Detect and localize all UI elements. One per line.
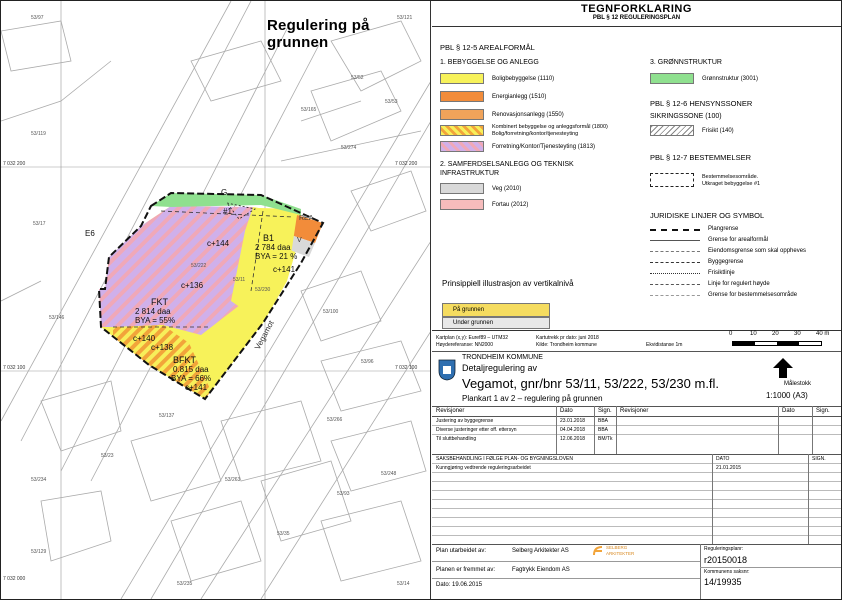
scale-tick: 40 m <box>816 331 830 337</box>
scale-tick: 10 <box>750 331 757 337</box>
zone-b1-height: c+144 <box>207 239 230 248</box>
kartutrekk: Kartutrekk pr dato: juni 2018 <box>536 335 599 341</box>
zone-bfkt-bya: BYA = 66% <box>171 374 212 383</box>
section-juridiske-linjer: JURIDISKE LINJER OG SYMBOL <box>650 211 765 220</box>
revision-sign: BBA <box>598 427 609 433</box>
zone-bfkt-label: BFKT <box>173 355 197 365</box>
map-title: Regulering på grunnen <box>267 17 370 51</box>
saksnr-label: Kommunens saksnr: <box>704 569 750 575</box>
vertical-level-title: Prinsippiell illustrasjon av vertikalnivå <box>442 279 574 288</box>
swatch-frisikt <box>650 125 694 136</box>
kilde: Kilde: Trondheim kommune <box>536 342 597 348</box>
sak-date: 21.01.2015 <box>716 465 742 471</box>
vertical-level-top <box>442 303 550 317</box>
sak-header: DATO <box>716 456 730 462</box>
fremmet-label: Planen er fremmet av: <box>436 567 496 573</box>
revision-sign: BBA <box>598 418 609 424</box>
swatch-bestemmelsesomrade <box>650 173 694 187</box>
swatch-fortau <box>440 199 484 210</box>
saksnr-value: 14/19935 <box>704 577 742 587</box>
legend-line-label: Grense for bestemmelsesområde <box>708 292 798 298</box>
zone-b1-bya: BYA = 21 % <box>255 252 298 261</box>
revision-sign: BM/Tk <box>598 436 613 442</box>
scale-bar <box>732 341 822 346</box>
parcel-label: 53/129 <box>31 549 47 555</box>
sikringssone-label: SIKRINGSSONE (100) <box>650 113 722 120</box>
rev-header: Dato <box>560 408 573 414</box>
frisikt-label: #1 <box>223 207 232 216</box>
parcel-label: 53/35 <box>277 531 290 537</box>
coord-label: 7 032 200 <box>395 161 418 167</box>
legend-panel <box>432 1 841 331</box>
coord-label: 7 032 200 <box>3 161 26 167</box>
line-eiendom-sample <box>650 251 700 252</box>
legend-item-label: Renovasjonsanlegg (1550) <box>492 112 564 118</box>
line-bestemmelse-sample <box>650 295 700 296</box>
zone-bfkt-height: c+138 <box>151 343 174 352</box>
scale-tick: 20 <box>772 331 779 337</box>
zone-rea-label: REA <box>299 215 314 222</box>
parcel-label: 53/17 <box>33 221 46 227</box>
rev-header: Revisjoner <box>620 408 649 414</box>
revision-text: Til sluttbehandling <box>436 436 477 442</box>
legend-subtitle: PBL § 12 REGULERINGSPLAN <box>592 15 681 21</box>
swatch-renovasjon <box>440 109 484 120</box>
legend-item-label: Fortau (2012) <box>492 202 529 208</box>
title-block <box>432 331 841 599</box>
line-hoyde-sample <box>650 284 700 285</box>
rev-header: Dato <box>782 408 795 414</box>
swatch-veg <box>440 183 484 194</box>
revision-date: 12.06.2018 <box>560 436 586 442</box>
utarbeidet-label: Plan utarbeidet av: <box>436 548 487 554</box>
line-frisikt-sample <box>650 273 700 274</box>
legend-item-label: Bestemmelsesområde. <box>702 174 759 180</box>
zone-fkt-height: c+136 <box>181 281 204 290</box>
swatch-kombinert <box>440 125 484 136</box>
parcel-label: 53/23 <box>101 453 114 459</box>
zone-v-label: V <box>297 237 302 244</box>
parcel-label: 53/97 <box>31 15 44 21</box>
legend-item-label: Bolig/forretning/kontor/tjenesteyting <box>492 131 579 137</box>
section-hensynssoner: PBL § 12-6 HENSYNSSONER <box>650 99 753 108</box>
parcel-label: 53/248 <box>381 471 397 477</box>
north-arrow-icon <box>772 358 794 378</box>
parcel-label: 53/96 <box>361 359 374 365</box>
plankart-label: Plankart 1 av 2 – regulering på grunnen <box>462 394 603 403</box>
parcel-label: 53/266 <box>327 417 343 423</box>
parcel-label: 53/137 <box>159 413 175 419</box>
coord-label: 7 032 100 <box>3 365 26 371</box>
group-samferdsel-2: INFRASTRUKTUR <box>440 170 500 177</box>
zone-b1-label: B1 <box>263 233 275 243</box>
selberg-logo-text: ARKITEKTER <box>606 551 635 556</box>
malestokk-value: 1:1000 (A3) <box>766 391 808 400</box>
group-bebyggelse: 1. BEBYGGELSE OG ANLEGG <box>440 59 539 66</box>
zone-bfkt-area: 0.815 daa <box>173 365 209 374</box>
revision-date: 23.01.2018 <box>560 418 586 424</box>
legend-item-label: Forretning/Kontor/Tjenesteyting (1813) <box>492 144 596 150</box>
legend-item-label: Energianlegg (1510) <box>492 94 547 100</box>
plan-type: Detaljregulering av <box>462 363 538 373</box>
parcel-label: 53/121 <box>397 15 413 21</box>
line-arealformal-sample <box>650 240 700 241</box>
selberg-logo-text: SELBERG <box>606 545 628 550</box>
legend-divider <box>432 26 841 27</box>
line-plangrense-sample <box>650 229 700 231</box>
parcel-label: 53/119 <box>31 131 46 137</box>
section-arealformal: PBL § 12-5 AREALFORMÅL <box>440 43 535 52</box>
legend-line-label: Grense for arealformål <box>708 237 769 243</box>
zone-fkt-area: 2 814 daa <box>135 307 171 316</box>
legend-line-label: Byggegrense <box>708 259 744 265</box>
legend-item-label: Frisikt (140) <box>702 128 734 134</box>
dato: Dato: 19.06.2015 <box>436 582 483 588</box>
revision-text: Diverse justeringer etter off. ettersyn <box>436 427 517 433</box>
parcel-label: 53/100 <box>323 309 339 315</box>
rev-header: Sign. <box>598 408 612 414</box>
legend-item-label: Boligbebyggelse (1110) <box>492 76 555 82</box>
group-gronnstruktur: 3. GRØNNSTRUKTUR <box>650 59 722 66</box>
parcel-label: 53/235 <box>177 581 193 587</box>
road-label-vegamot: Vegamot <box>253 319 276 352</box>
legend-line-label: Plangrense <box>708 226 739 232</box>
swatch-energianlegg <box>440 91 484 102</box>
kommune-name: TRONDHEIM KOMMUNE <box>462 354 543 361</box>
regplan-value: r20150018 <box>704 555 748 565</box>
map-drawing[interactable] <box>1 1 431 599</box>
zone-b1-area: 2 784 daa <box>255 243 291 252</box>
group-samferdsel: 2. SAMFERDSELSANLEGG OG TEKNISK <box>440 161 574 168</box>
revision-date: 04.04.2018 <box>560 427 586 433</box>
legend-item-label: Utkraget bebyggelse #1 <box>702 181 761 187</box>
legend-item-label: Veg (2010) <box>492 186 522 192</box>
parcel-label: 53/14 <box>397 581 410 587</box>
legend-title: TEGNFORKLARING <box>581 3 692 15</box>
parcel-label: 53/53 <box>385 99 398 105</box>
vertical-level-top-label: På grunnen <box>453 307 485 313</box>
parcel-label: 53/263 <box>225 477 241 483</box>
zone-fkt-label: FKT <box>151 297 168 307</box>
swatch-forretning <box>440 141 484 152</box>
coord-label: 7 032 000 <box>3 576 26 582</box>
fremmet-value: Fagtrykk Eiendom AS <box>512 567 570 573</box>
legend-line-label: Linje for regulert høyde <box>708 281 770 287</box>
parcel-label: 53/52 <box>351 75 364 81</box>
scale-tick: 30 <box>794 331 801 337</box>
selberg-logo-icon <box>592 545 604 557</box>
legend-item-label: Kombinert bebyggelse og anleggsformål (1800) <box>492 124 608 130</box>
parcel-label: 53/274 <box>341 145 357 151</box>
parcel-label: 53/146 <box>49 315 65 321</box>
sak-header: SIGN. <box>812 456 826 462</box>
road-label-e6: E6 <box>85 229 95 238</box>
legend-line-label: Frisiktlinje <box>708 270 735 276</box>
utarbeidet-value: Selberg Arkitekter AS <box>512 548 569 554</box>
ekvidistanse: Ekvidistanse 1m <box>646 342 683 348</box>
revision-text: Justering av byggegrense <box>436 418 494 424</box>
parcel-label: 53/234 <box>31 477 47 483</box>
swatch-gronnstruktur <box>650 73 694 84</box>
malestokk-label: Målestokk <box>784 381 812 387</box>
swatch-boligbebyggelse <box>440 73 484 84</box>
parcel-label: 53/230 <box>255 287 271 293</box>
line-byggegrense-sample <box>650 262 700 263</box>
vertical-level-bottom-label: Under grunnen <box>453 320 494 326</box>
hoydereferanse: Høydereferanse: NN2000 <box>436 342 493 348</box>
parcel-label: 53/165 <box>301 107 317 113</box>
section-bestemmelser: PBL § 12-7 BESTEMMELSER <box>650 153 752 162</box>
legend-item-label: Grønnstruktur (3001) <box>702 76 759 82</box>
vertical-level-bottom <box>442 317 550 329</box>
zone-b1-height: c+141 <box>273 265 296 274</box>
zone-bfkt-height: c+141 <box>185 383 208 392</box>
zone-fkt-bya: BYA = 55% <box>135 316 176 325</box>
sak-header: SAKSBEHANDLING I FØLGE PLAN- OG BYGNINGSLOVEN <box>436 456 573 462</box>
parcel-label: 53/11 <box>233 277 246 283</box>
kommune-crest-icon <box>438 359 456 381</box>
zone-g-label: G <box>221 188 228 197</box>
regplan-label: Reguleringsplanr: <box>704 546 744 552</box>
scale-tick: 0 <box>729 331 733 337</box>
legend-line-label: Eiendomsgrense som skal oppheves <box>708 248 807 254</box>
sak-text: Kunngjøring vedtrende reguleringsarbeidet <box>436 465 531 471</box>
zone-fkt-height: c+140 <box>133 334 156 343</box>
rev-header: Revisjoner <box>436 408 465 414</box>
map-panel[interactable] <box>1 1 431 599</box>
kartplan: Kartplan (x,y): Euref89 – UTM32 <box>436 335 508 341</box>
parcel-label: 53/222 <box>191 263 207 269</box>
coord-label: 7 032 100 <box>395 365 418 371</box>
parcel-label: 53/93 <box>337 491 350 497</box>
rev-header: Sign. <box>816 408 830 414</box>
plan-name: Vegamot, gnr/bnr 53/11, 53/222, 53/230 m.fl. <box>462 376 720 391</box>
